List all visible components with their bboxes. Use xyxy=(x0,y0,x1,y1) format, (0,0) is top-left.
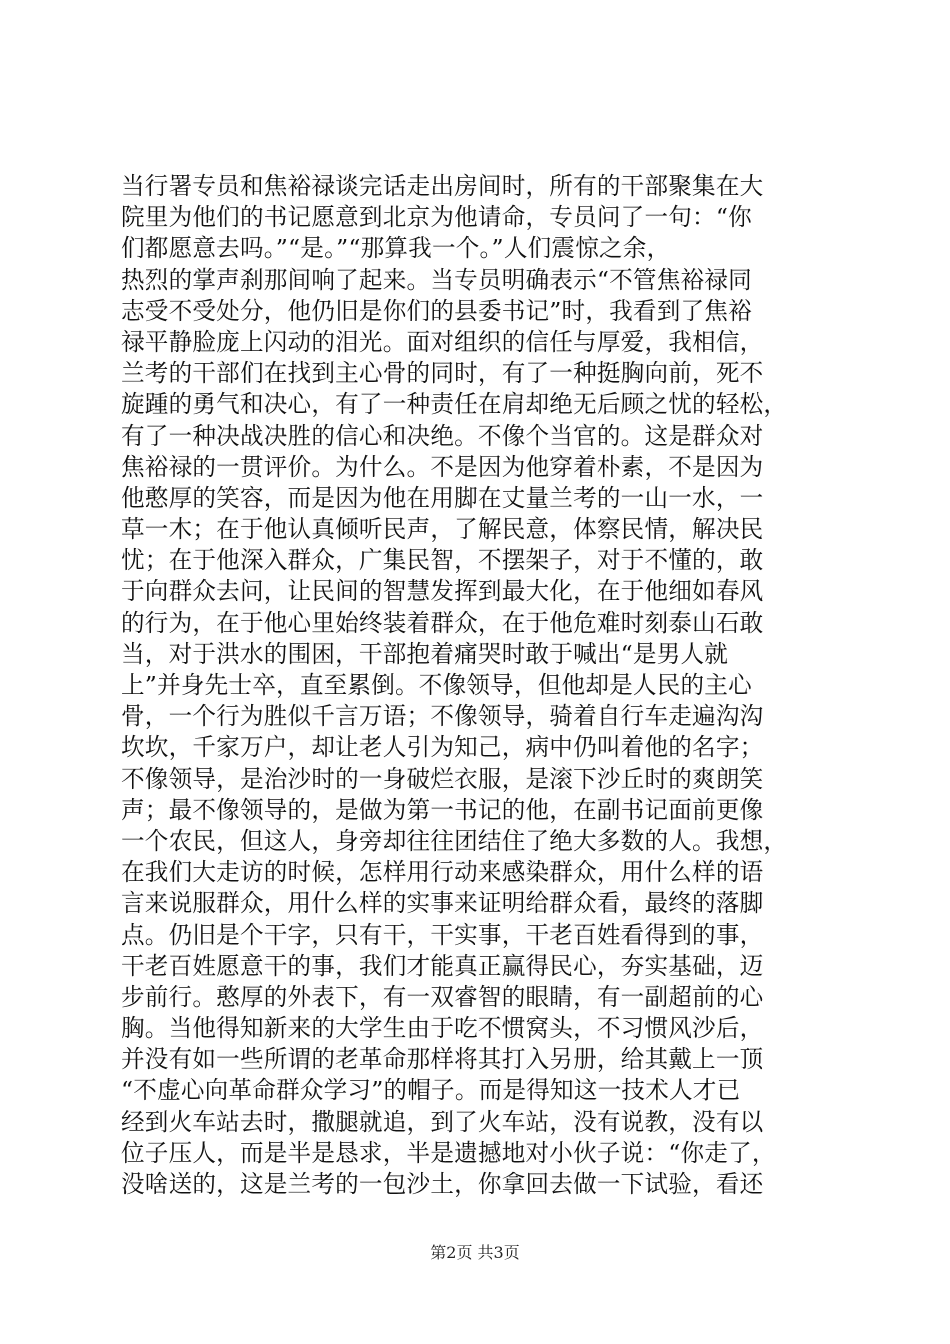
body-text xyxy=(121,171,841,1200)
text-line: 言来说服群众，用什么样的实事来证明给群众看，最终的落脚 xyxy=(121,889,764,918)
text-line: 步前行。憨厚的外表下，有一双睿智的眼睛，有一副超前的心 xyxy=(121,982,764,1011)
text-line: 焦裕禄的一贯评价。为什么。不是因为他穿着朴素，不是因为 xyxy=(121,452,764,481)
text-line: 于向群众去问，让民间的智慧发挥到最大化，在于他细如春风 xyxy=(121,577,764,606)
text-line: 不像领导，是治沙时的一身破烂衣服，是滚下沙丘时的爽朗笑 xyxy=(121,764,764,793)
text-line: 没啥送的，这是兰考的一包沙土，你拿回去做一下试验，看还 xyxy=(121,1170,764,1198)
page-number-label: 第2页 共3页 xyxy=(430,1243,520,1262)
text-line: 志受不受处分，他仍旧是你们的县委书记”时，我看到了焦裕 xyxy=(121,296,752,325)
text-line: 旋踵的勇气和决心，有了一种责任在肩却绝无后顾之忧的轻松， xyxy=(121,390,788,419)
text-line: 院里为他们的书记愿意到北京为他请命，专员问了一句：“你 xyxy=(121,203,752,232)
text-line: 骨，一个行为胜似千言万语；不像领导，骑着自行车走遍沟沟 xyxy=(121,702,764,731)
text-line: 经到火车站去时，撒腿就追，到了火车站，没有说教，没有以 xyxy=(121,1107,764,1136)
text-line: 的行为，在于他心里始终装着群众，在于他危难时刻泰山石敢 xyxy=(121,608,764,637)
text-line: 点。仍旧是个干字，只有干，干实事，干老百姓看得到的事， xyxy=(121,920,764,949)
text-line: 坎坎，千家万户，却让老人引为知己，病中仍叫着他的名字； xyxy=(121,733,764,762)
text-line: 胸。当他得知新来的大学生由于吃不惯窝头，不习惯风沙后， xyxy=(121,1014,764,1043)
text-line: 声；最不像领导的，是做为第一书记的他，在副书记面前更像 xyxy=(121,795,764,824)
text-line: 们都愿意去吗。”“是。”“那算我一个。”人们震惊之余， xyxy=(121,234,671,263)
text-line: 一个农民，但这人，身旁却往往团结住了绝大多数的人。我想， xyxy=(121,826,788,855)
text-line: 上”并身先士卒，直至累倒。不像领导，但他却是人民的主心 xyxy=(121,671,752,699)
text-line: 并没有如一些所谓的老革命那样将其打入另册，给其戴上一顶 xyxy=(121,1045,764,1074)
text-line: 有了一种决战决胜的信心和决绝。不像个当官的。这是群众对 xyxy=(121,421,764,450)
text-line: 在我们大走访的时候，怎样用行动来感染群众，用什么样的语 xyxy=(121,858,764,887)
text-line: 当行署专员和焦裕禄谈完话走出房间时，所有的干部聚集在大 xyxy=(121,172,764,200)
text-line: 禄平静脸庞上闪动的泪光。面对组织的信任与厚爱，我相信， xyxy=(121,327,764,356)
text-line: 热烈的掌声刹那间响了起来。当专员明确表示“不管焦裕禄同 xyxy=(121,265,752,294)
text-line: 他憨厚的笑容，而是因为他在用脚在丈量兰考的一山一水，一 xyxy=(121,483,764,512)
text-line: 位子压人，而是半是恳求，半是遗撼地对小伙子说：“你走了， xyxy=(121,1138,776,1167)
text-line: “不虚心向革命群众学习”的帽子。而是得知这一技术人才已 xyxy=(121,1076,741,1105)
text-line: 兰考的干部们在找到主心骨的同时，有了一种挺胸向前，死不 xyxy=(121,359,764,388)
text-line: 草一木；在于他认真倾听民声，了解民意，体察民情，解决民 xyxy=(121,515,764,544)
text-line: 忧；在于他深入群众，广集民智，不摆架子，对于不懂的，敢 xyxy=(121,546,764,575)
text-line: 当，对于洪水的围困，干部抱着痛哭时敢于喊出“是男人就 xyxy=(121,639,729,668)
page-footer xyxy=(0,1243,950,1263)
text-line: 干老百姓愿意干的事，我们才能真正赢得民心，夯实基础，迈 xyxy=(121,951,764,980)
